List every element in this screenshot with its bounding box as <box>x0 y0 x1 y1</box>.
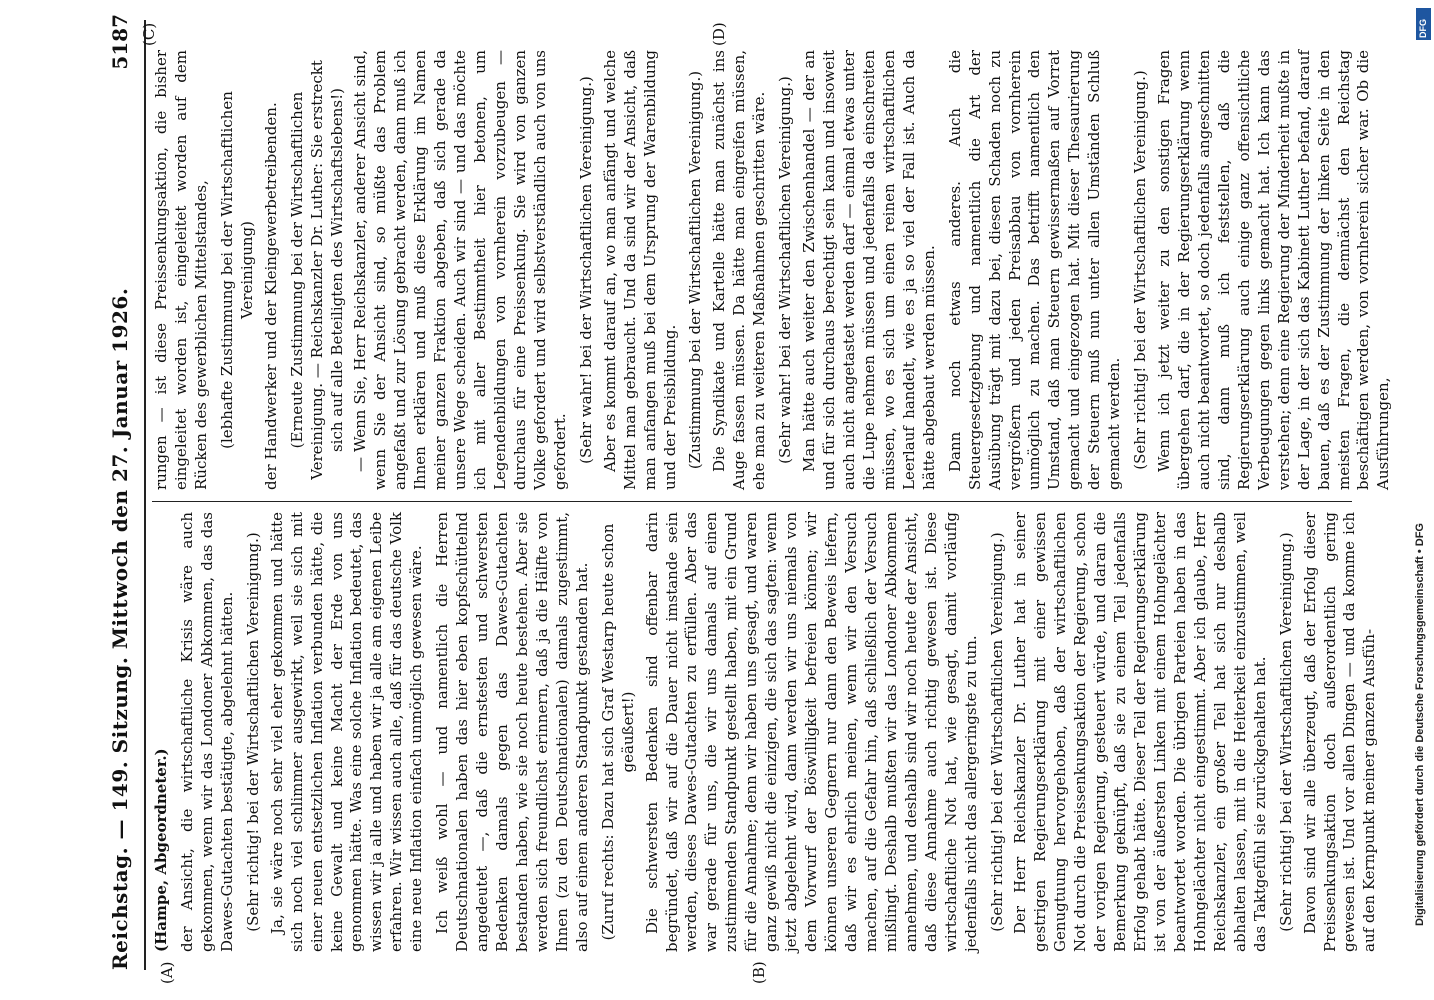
paragraph: Ich weiß wohl — und namentlich die Herren Deutschnationalen haben das hier eben kopfschüttelnd angedeutet —, daß die ernstesten und schwersten Bedenken damals gegen das Dawes-Gutachten bestanden haben, wie sie noch heute bestehen. Aber sie werden sich freundlichst erinnern, daß ja die Hälfte von Ihnen (zu den Deutschnationalen) damals zugestimmt, also auf einem anderen Standpunkt gestanden hat. <box>433 512 591 952</box>
paragraph: Ja, sie wäre noch sehr viel eher gekommen und hätte sich noch viel schlimmer ausgewirkt, weil sie sich mit einer neuen entsetzlichen Inflation verbunden hätte, die keine Gewalt und keine Macht der Erde von uns genommen hätte. Was eine solche Inflation bedeutet, das wissen wir ja alle und haben wir ja alle am eigenen Leibe erfahren. Wir wissen auch alle, daß für das deutsche Volk eine neue Inflation einfach unmöglich gewesen wäre. <box>267 512 426 952</box>
paragraph: Davon sind wir alle überzeugt, daß der Erfolg dieser Preissenkungsaktion doch außerordentlich gering gewesen ist. Und vor allen Dingen — und da komme ich auf den Kernpunkt meiner ganzen Ausfüh- <box>1300 512 1379 952</box>
paragraph: Dann noch etwas anderes. Auch die Steuergesetzgebung und namentlich die Art der Ausübung trägt mit dazu bei, diesen Schaden noch zu vergrößern und jeden Preisabbau von vornherein unmöglich zu machen. Das betrifft namentlich den Umstand, daß man Steuern gewissermaßen auf Vorrat gemacht und eingezogen hat. Mit dieser Thesaurierung der Steuern muß nun unter allen Umständen Schluß gemacht werden. <box>945 50 1124 490</box>
interjection: (Zuruf rechts: Dazu hat sich Graf Westarp heute schon geäußert!) <box>598 523 637 941</box>
interjection: (Sehr wahr! bei der Wirtschaftlichen Vereinigung.) <box>776 76 795 464</box>
interjection: (Zustimmung bei der Wirtschaftlichen Vereinigung.) <box>686 70 705 470</box>
paragraph: Die Syndikate und Kartelle hätte man zunächst ins Auge fassen müssen. Da hätte man eingreifen müssen, ehe man zu weiteren Maßnahmen geschritten wäre. <box>710 50 769 490</box>
paragraph: Der Herr Reichskanzler Dr. Luther hat in seiner gestrigen Regierungserklärung mit einer gewissen Genugtuung hervorgehoben, daß der wirtschaftlichen Not durch die Preissenkungsaktion der Regierung, schon der vorigen Regierung, gesteuert würde, und daran die Bemerkung geknüpft, daß sie zu einem Teil jedenfalls Erfolg gehabt hätte. Dieser Teil der Regierungserklärung ist von der äußersten Linken mit einem Hohngelächter beantwortet worden. Die übrigen Parteien haben in das Hohngelächter nicht eingestimmt. Aber ich glaube, Herr Reichskanzler, ein großer Teil hat sich nur deshalb abhalten lassen, mit in die Heiterkeit einzustimmen, weil das Taktgefühl sie zurückgehalten hat. <box>1011 512 1269 952</box>
paragraph: — Wenn Sie, Herr Reichskanzler, anderer Ansicht sind, wenn Sie der Ansicht sind, so müßte das Problem angefaßt und zur Lösung gebracht werden, dann muß ich Ihnen erklären und muß diese Erklärung im Namen meiner ganzen Fraktion abgeben, daß sich gerade da unsere Wege scheiden. Auch wir sind — und das möchte ich mit aller Bestimmtheit hier betonen, um Legendenbildungen von vornherein vorzubeugen — durchaus für eine Preissenkung. Sie wird von ganzen Volke gefordert und wird selbstverständlich auch von uns gefordert. <box>351 50 569 490</box>
margin-mark-b: (B) <box>750 961 768 984</box>
interjection: (Sehr richtig! bei der Wirtschaftlichen Vereinigung.) <box>1276 532 1295 932</box>
column-divider <box>152 501 1352 502</box>
paragraph: der Handwerker und der Kleingewerbetreibenden. <box>261 102 280 490</box>
paragraph: Wenn ich jetzt weiter zu den sonstigen Fragen übergehen darf, die in der Regierungserklärung wenn auch nicht beantwortet, so doch jedenfalls angeschnitten sind, dann muß ich feststellen, daß die Regierungserklärung auch einige ganz offensichtliche Verbeugungen gegen links gemacht hat. Ich kann das verstehen; denn eine Regierung der Minderheit mußte in der Lage, in der sich das Kabinett Luther befand, darauf bauen, daß es der Zustimmung der linken Seite in den meisten Fragen, die demnächst den Reichstag beschäftigen werden, von vornherein sicher war. Ob die Ausführungen, <box>1155 50 1393 490</box>
margin-mark-a: (A) <box>158 961 176 984</box>
paragraph: Man hätte auch weiter den Zwischenhandel — der an und für sich durchaus berechtigt sein kann und insoweit auch nicht angetastet werden darf — einmal etwas unter die Lupe nehmen müssen und jedenfalls da einschreiten müssen, wo es sich um einen reinen wirtschaftlichen Leerlauf handelt, wie es ja so viel der Fall ist. Auch da hätte abgebaut werden müssen. <box>800 50 938 490</box>
page-number: 5187 <box>108 14 132 70</box>
footer-text: Digitalisierung gefördert durch die Deutsche Forschungsgemeinschaft • DFG <box>1414 523 1426 926</box>
digitization-footer <box>1414 6 1432 926</box>
interjection: (Sehr wahr! bei der Wirtschaftlichen Vereinigung.) <box>576 76 595 464</box>
interjection: (Sehr richtig! bei der Wirtschaftlichen Vereinigung.) <box>987 532 1006 932</box>
margin-mark-d: (D) <box>710 22 728 46</box>
margin-mark-c: (C) <box>140 22 158 46</box>
interjection: (Erneute Zustimmung bei der Wirtschaftlichen Vereinigung. — Reichskanzler Dr. Luther: Sie erstreckt sich auf alle Beteiligten des Wirtschaftslebens!) <box>287 60 346 480</box>
interjection: (lebhafte Zustimmung bei der Wirtschaftlichen Vereinigung) <box>217 91 256 449</box>
header-rule <box>144 20 146 970</box>
paragraph: der Ansicht, die wirtschaftliche Krisis wäre auch gekommen, wenn wir das Londoner Abkommen, das das Dawes-Gutachten bestätigte, abgelehnt hätten. <box>177 512 236 952</box>
text-column-left <box>152 512 1386 952</box>
interjection: (Sehr richtig! bei der Wirtschaftlichen Vereinigung.) <box>243 532 262 932</box>
paragraph: Die schwersten Bedenken sind offenbar darin begründet, daß wir auf die Dauer nicht imstande sein werden, dieses Dawes-Gutachten zu erfüllen. Aber das war gerade für uns, die wir uns damals auf einen zustimmenden Standpunkt gestellt haben, mit ein Grund für die Annahme; denn wir haben uns gesagt, und waren ganz gewiß nicht die einzigen, die sich das sagten: wenn jetzt abgelehnt wird, dann werden wir uns niemals von dem Vorwurf der Böswilligkeit befreien können; wir können unseren Gegnern nur dann den Beweis liefern, daß wir es ehrlich meinen, wenn wir den Versuch machen, auf die Gefahr hin, daß schließlich der Versuch mißlingt. Deshalb mußten wir das Londoner Abkommen annehmen, und deshalb sind wir noch heute der Ansicht, daß diese Annahme auch richtig gewesen ist. Diese wirtschaftliche Not hat, wie gesagt, damit vorläufig jedenfalls nicht das allergeringste zu tun. <box>642 512 980 952</box>
dfg-logo: DFG <box>1416 8 1431 40</box>
page-header <box>108 0 142 990</box>
paragraph: Aber es kommt darauf an, wo man anfängt und welche Mittel man gebraucht. Und da sind wir der Ansicht, daß man anfangen muß bei dem Ursprung der Warenbildung und der Preisbildung. <box>600 50 679 490</box>
interjection: (Sehr richtig! bei der Wirtschaftlichen Vereinigung.) <box>1131 70 1150 470</box>
speaker-label: (Hampe, Abgeordneter.) <box>152 748 170 952</box>
paragraph: rungen — ist diese Preissenkungsaktion, die bisher eingeleitet worden ist, eingeleitet worden auf dem Rücken des gewerblichen Mittelstandes, <box>152 50 210 490</box>
header-title: Reichstag. — 149. Sitzung. Mittwoch den 27. Januar 1926. <box>108 287 132 970</box>
text-column-right <box>152 50 1400 490</box>
